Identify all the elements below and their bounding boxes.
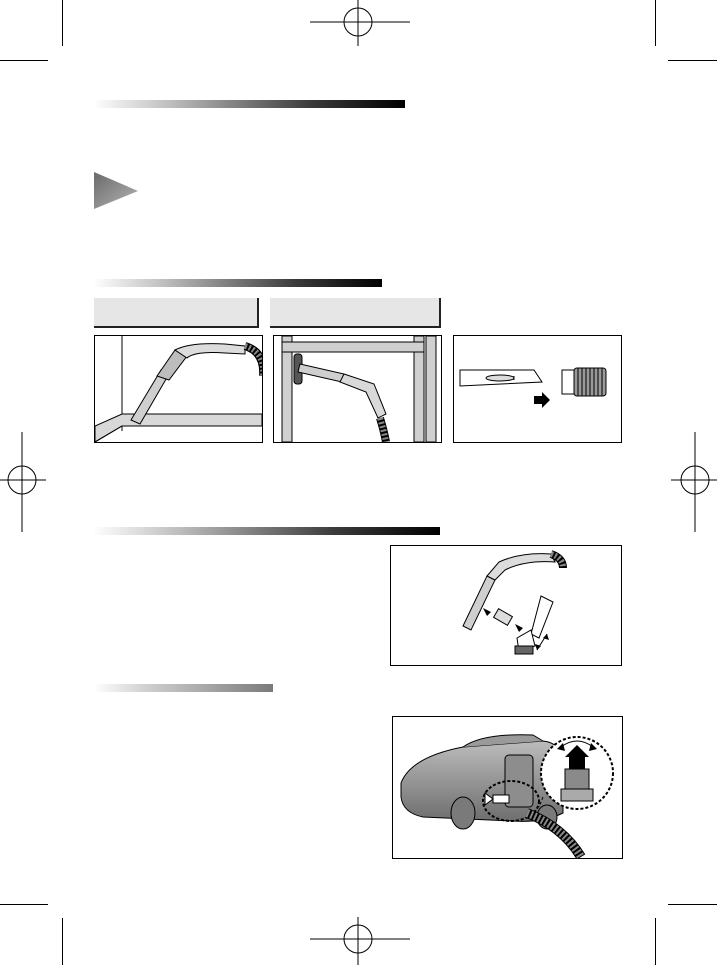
crop-mark-bottom-right-h	[668, 904, 717, 905]
crop-mark-bottom-left-h	[0, 904, 48, 905]
crop-mark-bottom-left-v	[62, 918, 63, 965]
section-4-heading-bar	[93, 684, 273, 692]
figure-accessory-storage	[390, 545, 622, 666]
registration-mark-bottom-icon	[310, 917, 410, 965]
registration-mark-left-icon	[0, 432, 46, 532]
crop-mark-top-left-v	[62, 0, 63, 46]
crop-mark-top-right-v	[655, 0, 656, 46]
crop-mark-top-left-h	[0, 60, 48, 61]
registration-mark-right-icon	[671, 432, 717, 532]
registration-mark-top-icon	[310, 0, 410, 46]
crop-mark-top-right-h	[668, 60, 717, 61]
triangle-right-icon	[94, 172, 140, 210]
crop-mark-bottom-right-v	[655, 918, 656, 965]
section-2-tab-2	[270, 298, 441, 328]
section-3-heading-bar	[93, 527, 440, 535]
figure-floor-edge	[94, 335, 263, 443]
section-2-heading-bar	[93, 279, 382, 287]
figure-hose-connection	[392, 716, 623, 859]
section-2-tab-1	[94, 298, 259, 328]
figure-window-frame	[273, 335, 442, 443]
section-1-heading-bar	[93, 100, 405, 108]
figure-nozzle-change	[453, 335, 622, 443]
